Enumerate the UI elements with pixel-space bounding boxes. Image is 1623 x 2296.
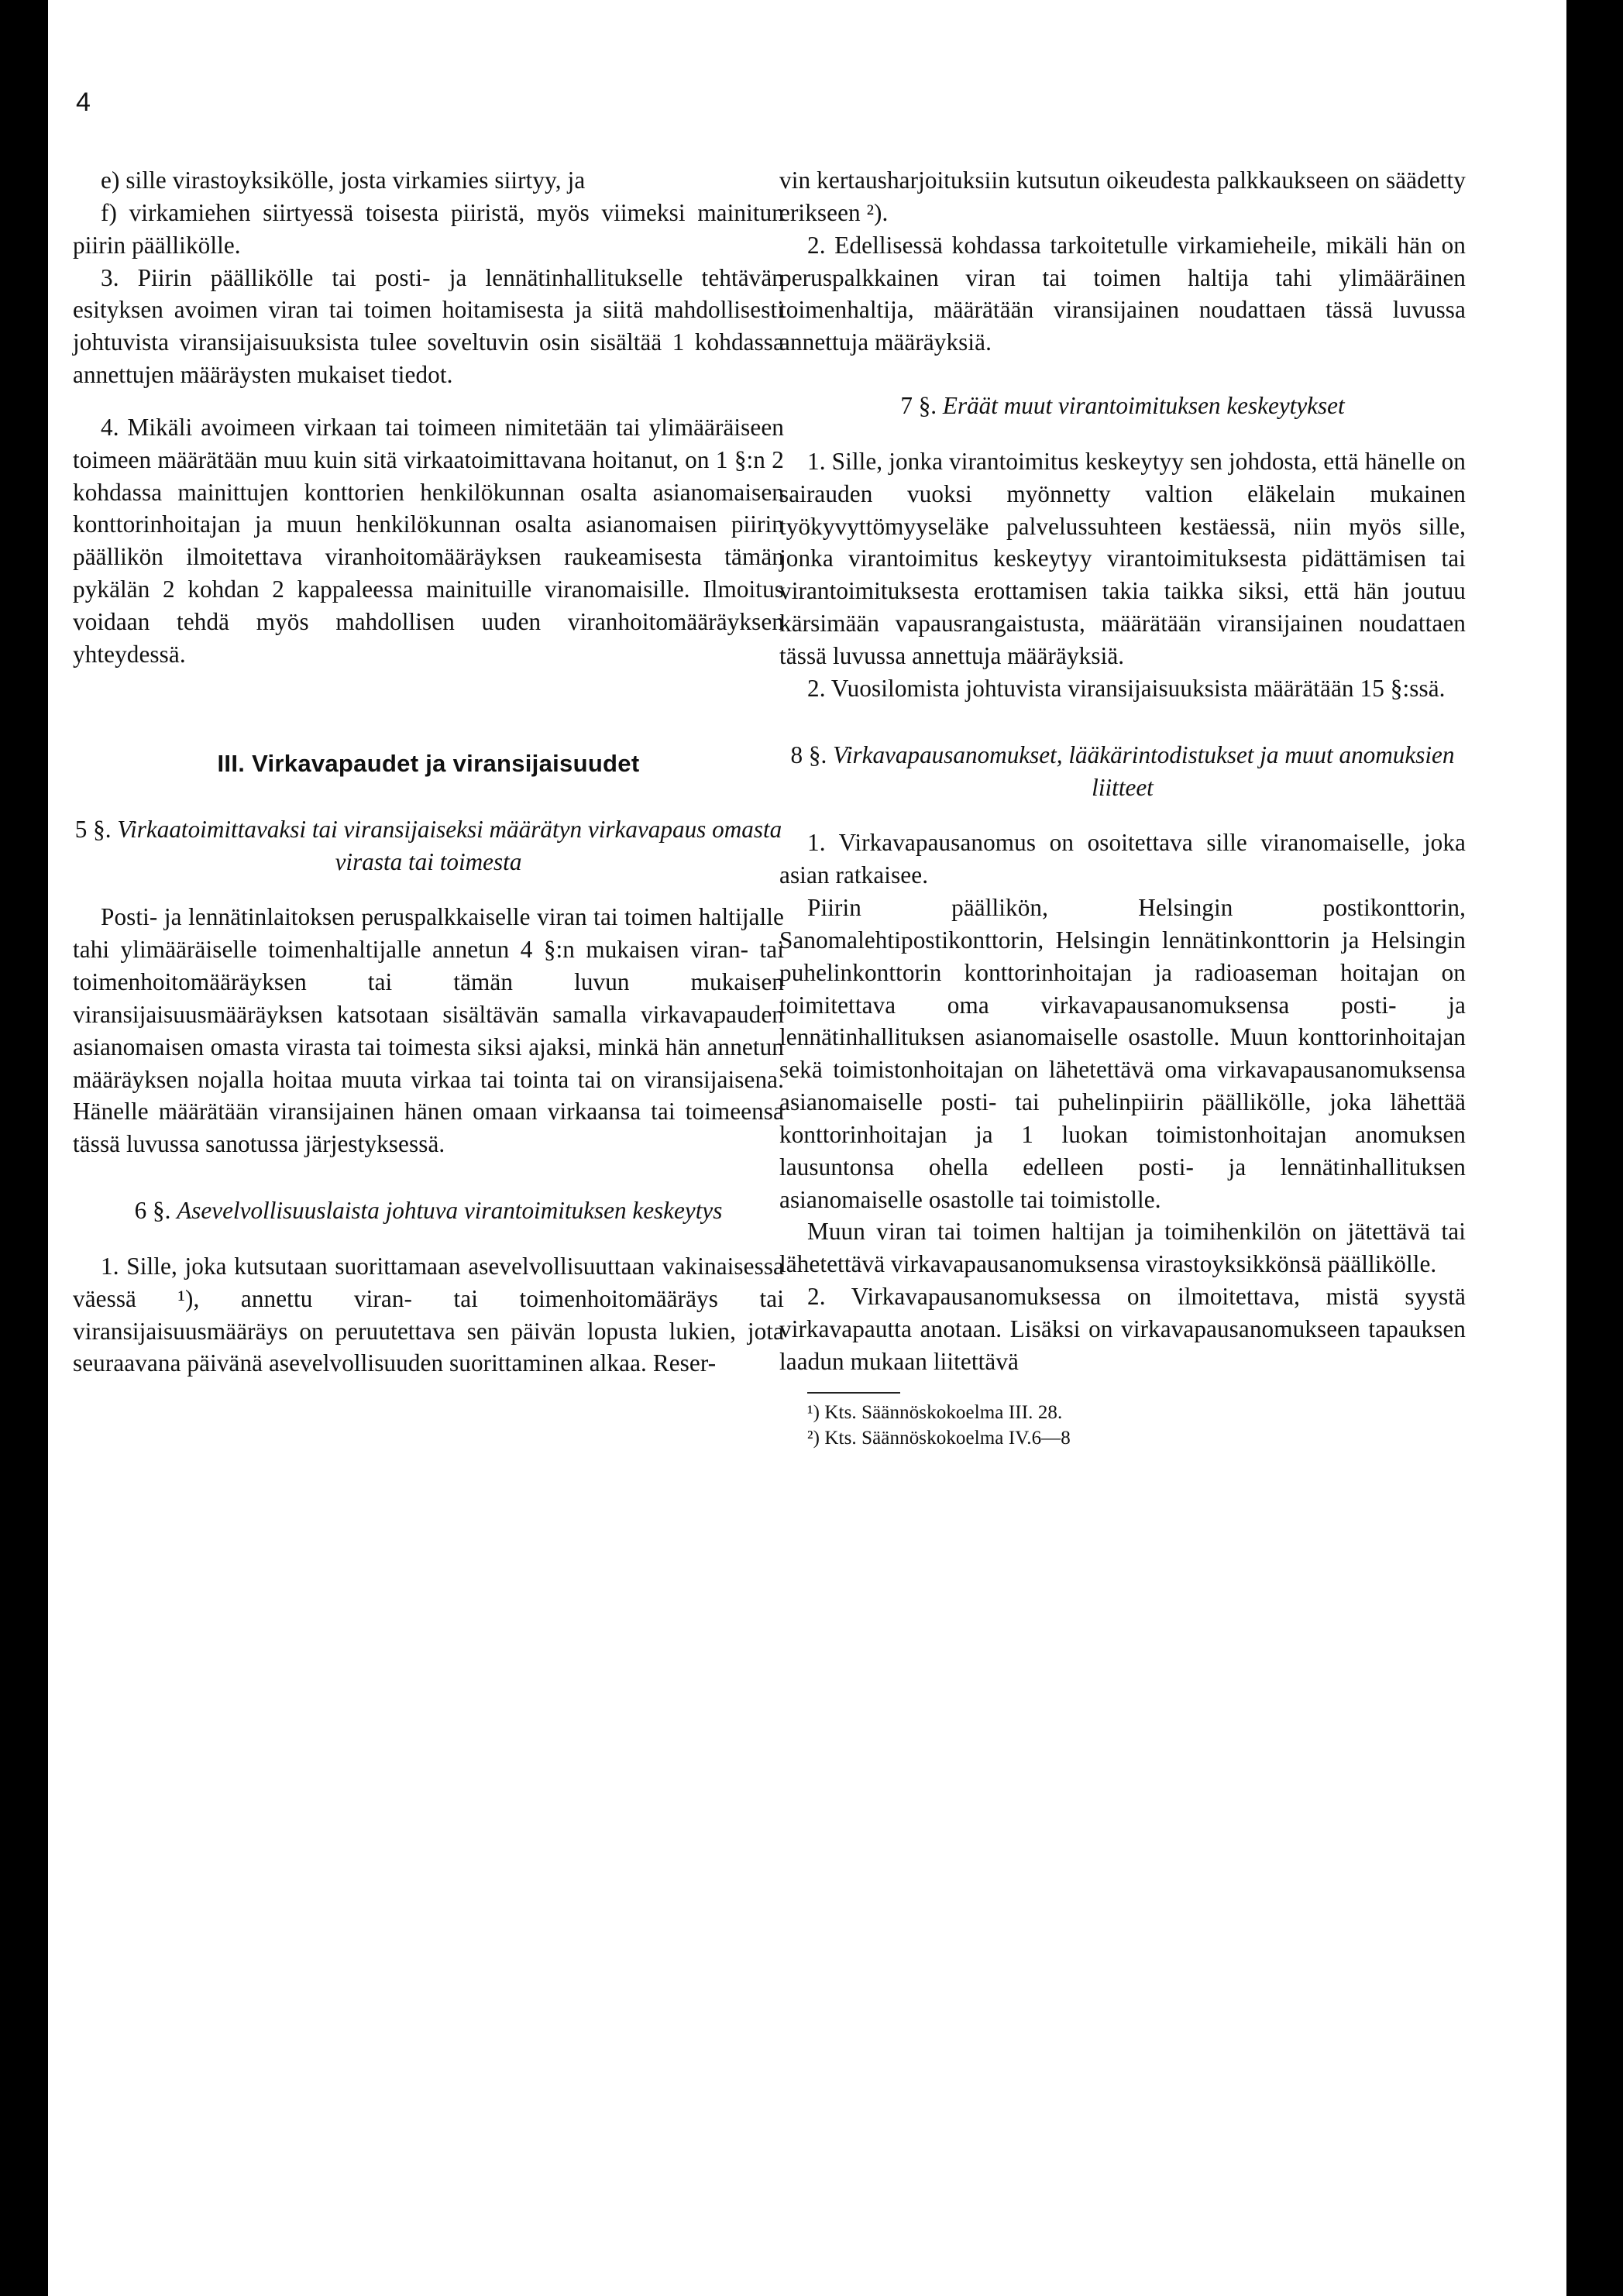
footnote-2: ²) Kts. Säännöskokoelma IV.6—8 — [807, 1427, 1071, 1449]
scan-border-right — [1568, 23, 1599, 2296]
section-5-paragraph: Posti- ja lennätinlaitoksen peruspalkkaiselle viran tai toimen haltijalle tahi ylimääräiselle toimenhaltijalle annetun 4 §:n mukaisen viran- tai toimenhoitomääräyksen tai tämän luvun mukaisen viransijaisuusmääräyksen katsotaan sisältävän samalla virkavapauden asianomaisen omasta virasta tai toimesta siksi ajaksi, minkä hän annetun määräyksen nojalla hoitaa muuta virkaa tai tointa tai on viransijaisena. Hänelle määrätään viransijainen hänen omaan virkaansa tai toimeensa tässä luvussa sanotussa järjestyksessä. — [73, 903, 784, 1158]
section-8-title: Virkavapausanomukset, lääkärintodistukset ja muut anomuksien liitteet — [833, 741, 1455, 801]
section-7-heading — [779, 390, 1466, 422]
section-8-paragraph-3: Muun viran tai toimen haltijan ja toimihenkilön on jätettävä tai lähetettävä virkavapausanomuksensa virastoyksikkönsä päällikölle. — [779, 1218, 1466, 1278]
section-8-paragraph-4: 2. Virkavapausanomuksessa on ilmoitettava, mistä syystä virkavapautta anotaan. Lisäksi on virkavapausanomukseen tapauksen laadun mukaan liitettävä — [779, 1283, 1466, 1375]
paragraph-3: 3. Piirin päällikölle tai posti- ja lennätinhallitukselle tehtävän esityksen avoimen viran tai toimen hoitamisesta ja siitä mahdollisesti johtuvista viransijaisuuksista tulee soveltuvin osin sisältää 1 kohdassa annettujen määräysten mukaiset tiedot. — [73, 263, 784, 389]
right-column — [779, 164, 1466, 1451]
section-7-paragraph-2: 2. Vuosilomista johtuvista viransijaisuuksista määrätään 15 §:ssä. — [807, 674, 1446, 702]
section-8-number: 8 §. — [790, 741, 827, 768]
footnote-1: ¹) Kts. Säännöskokoelma III. 28. — [807, 1401, 1063, 1423]
paragraph-continued: vin kertausharjoituksiin kutsutun oikeudesta palkkaukseen on säädetty erikseen ²). — [779, 167, 1466, 226]
section-6-number: 6 §. — [134, 1197, 171, 1225]
footnote-divider — [807, 1392, 900, 1394]
section-7-paragraph-1: 1. Sille, jonka virantoimitus keskeytyy sen johdosta, että hänelle on sairauden vuoksi myönnetty valtion eläkelain mukainen työkyvyttömyyseläke palvelussuhteen kestäessä, niin myös sille, jonka virantoimitus keskeytyy virantoimituksesta pidättämisen tai virantoimituksesta erottamisen takia taikka siksi, että hän joutuu kärsimään vapausrangaistusta, määrätään viransijainen noudattaen tässä luvussa annettuja määräyksiä. — [779, 447, 1466, 669]
section-5-heading — [73, 813, 784, 878]
section-8-paragraph-1: 1. Virkavapausanomus on osoitettava sille viranomaiselle, joka asian ratkaisee. — [779, 829, 1466, 889]
paragraph-2: 2. Edellisessä kohdassa tarkoitetulle virkamieheile, mikäli hän on peruspalkkainen viran tai toimen haltija tahi ylimääräinen toimenhaltija, määrätään viransijainen noudattaen tässä luvussa annettuja määräyksiä. — [779, 231, 1466, 356]
section-7-number: 7 §. — [900, 392, 937, 420]
section-7-title: Eräät muut virantoimituksen keskeytykset — [942, 392, 1345, 420]
page-number: 4 — [76, 88, 91, 117]
section-8-paragraph-2: Piirin päällikön, Helsingin postikonttorin, Sanomalehtipostikonttorin, Helsingin lennätinkonttorin ja Helsingin puhelinkonttorin konttorinhoitajan ja radioaseman hoitajan on toimitettava oma virkavapausanomuksensa posti- ja lennätinhallituksen asianomaiselle osastolle. Muun konttorinhoitajan sekä toimistonhoitajan on lähetettävä oma virkavapausanomuksensa asianomaiselle posti- tai puhelinpiirin päällikölle, joka lähettää konttorinhoitajan ja 1 luokan toimistonhoitajan anomuksen lausuntonsa ohella edelleen posti- ja lennätinhallituksen asianomaiselle osastolle tai toimistolle. — [779, 894, 1466, 1213]
section-6-heading — [73, 1194, 784, 1227]
scan-border-left — [0, 23, 20, 2296]
paragraph-4: 4. Mikäli avoimeen virkaan tai toimeen nimitetään tai ylimääräiseen toimeen määrätään muu kuin sitä virkaatoimittavana hoitanut, on 1 §:n 2 kohdassa mainittujen konttorien henkilökunnan osalta asianomaisen konttorinhoitajan ja muun henkilökunnan osalta asianomaisen piirin päällikön ilmoitettava viranhoitomääräyksen raukeamisesta tämän pykälän 2 kohdan 2 kappaleessa mainituille viranomaisille. Ilmoitus voidaan tehdä myös mahdollisen uuden viranhoitomääräyksen yhteydessä. — [73, 413, 784, 668]
section-6-title: Asevelvollisuuslaista johtuva virantoimituksen keskeytys — [177, 1197, 723, 1225]
section-5-number: 5 §. — [74, 815, 112, 843]
section-8-heading — [779, 739, 1466, 804]
left-column — [73, 164, 784, 1380]
section-6-paragraph: 1. Sille, joka kutsutaan suorittamaan asevelvollisuuttaan vakinaisessa väessä ¹), annettu viran- tai toimenhoitomääräys tai viransijaisuusmääräys on peruutettava sen päivän lopusta lukien, jota seuraavana päivänä asevelvollisuuden suorittaminen alkaa. Reser- — [73, 1252, 784, 1377]
paragraph-e: e) sille virastoyksikölle, josta virkamies siirtyy, ja — [101, 167, 586, 194]
section-5-title: Virkaatoimittavaksi tai viransijaiseksi määrätyn virkavapaus omasta virasta tai toimesta — [117, 815, 782, 875]
chapter-heading: III. Virkavapaudet ja viransijaisuudet — [217, 749, 640, 777]
paragraph-f: f) virkamiehen siirtyessä toisesta piiristä, myös viimeksi mainitun piirin päällikölle. — [73, 198, 784, 259]
